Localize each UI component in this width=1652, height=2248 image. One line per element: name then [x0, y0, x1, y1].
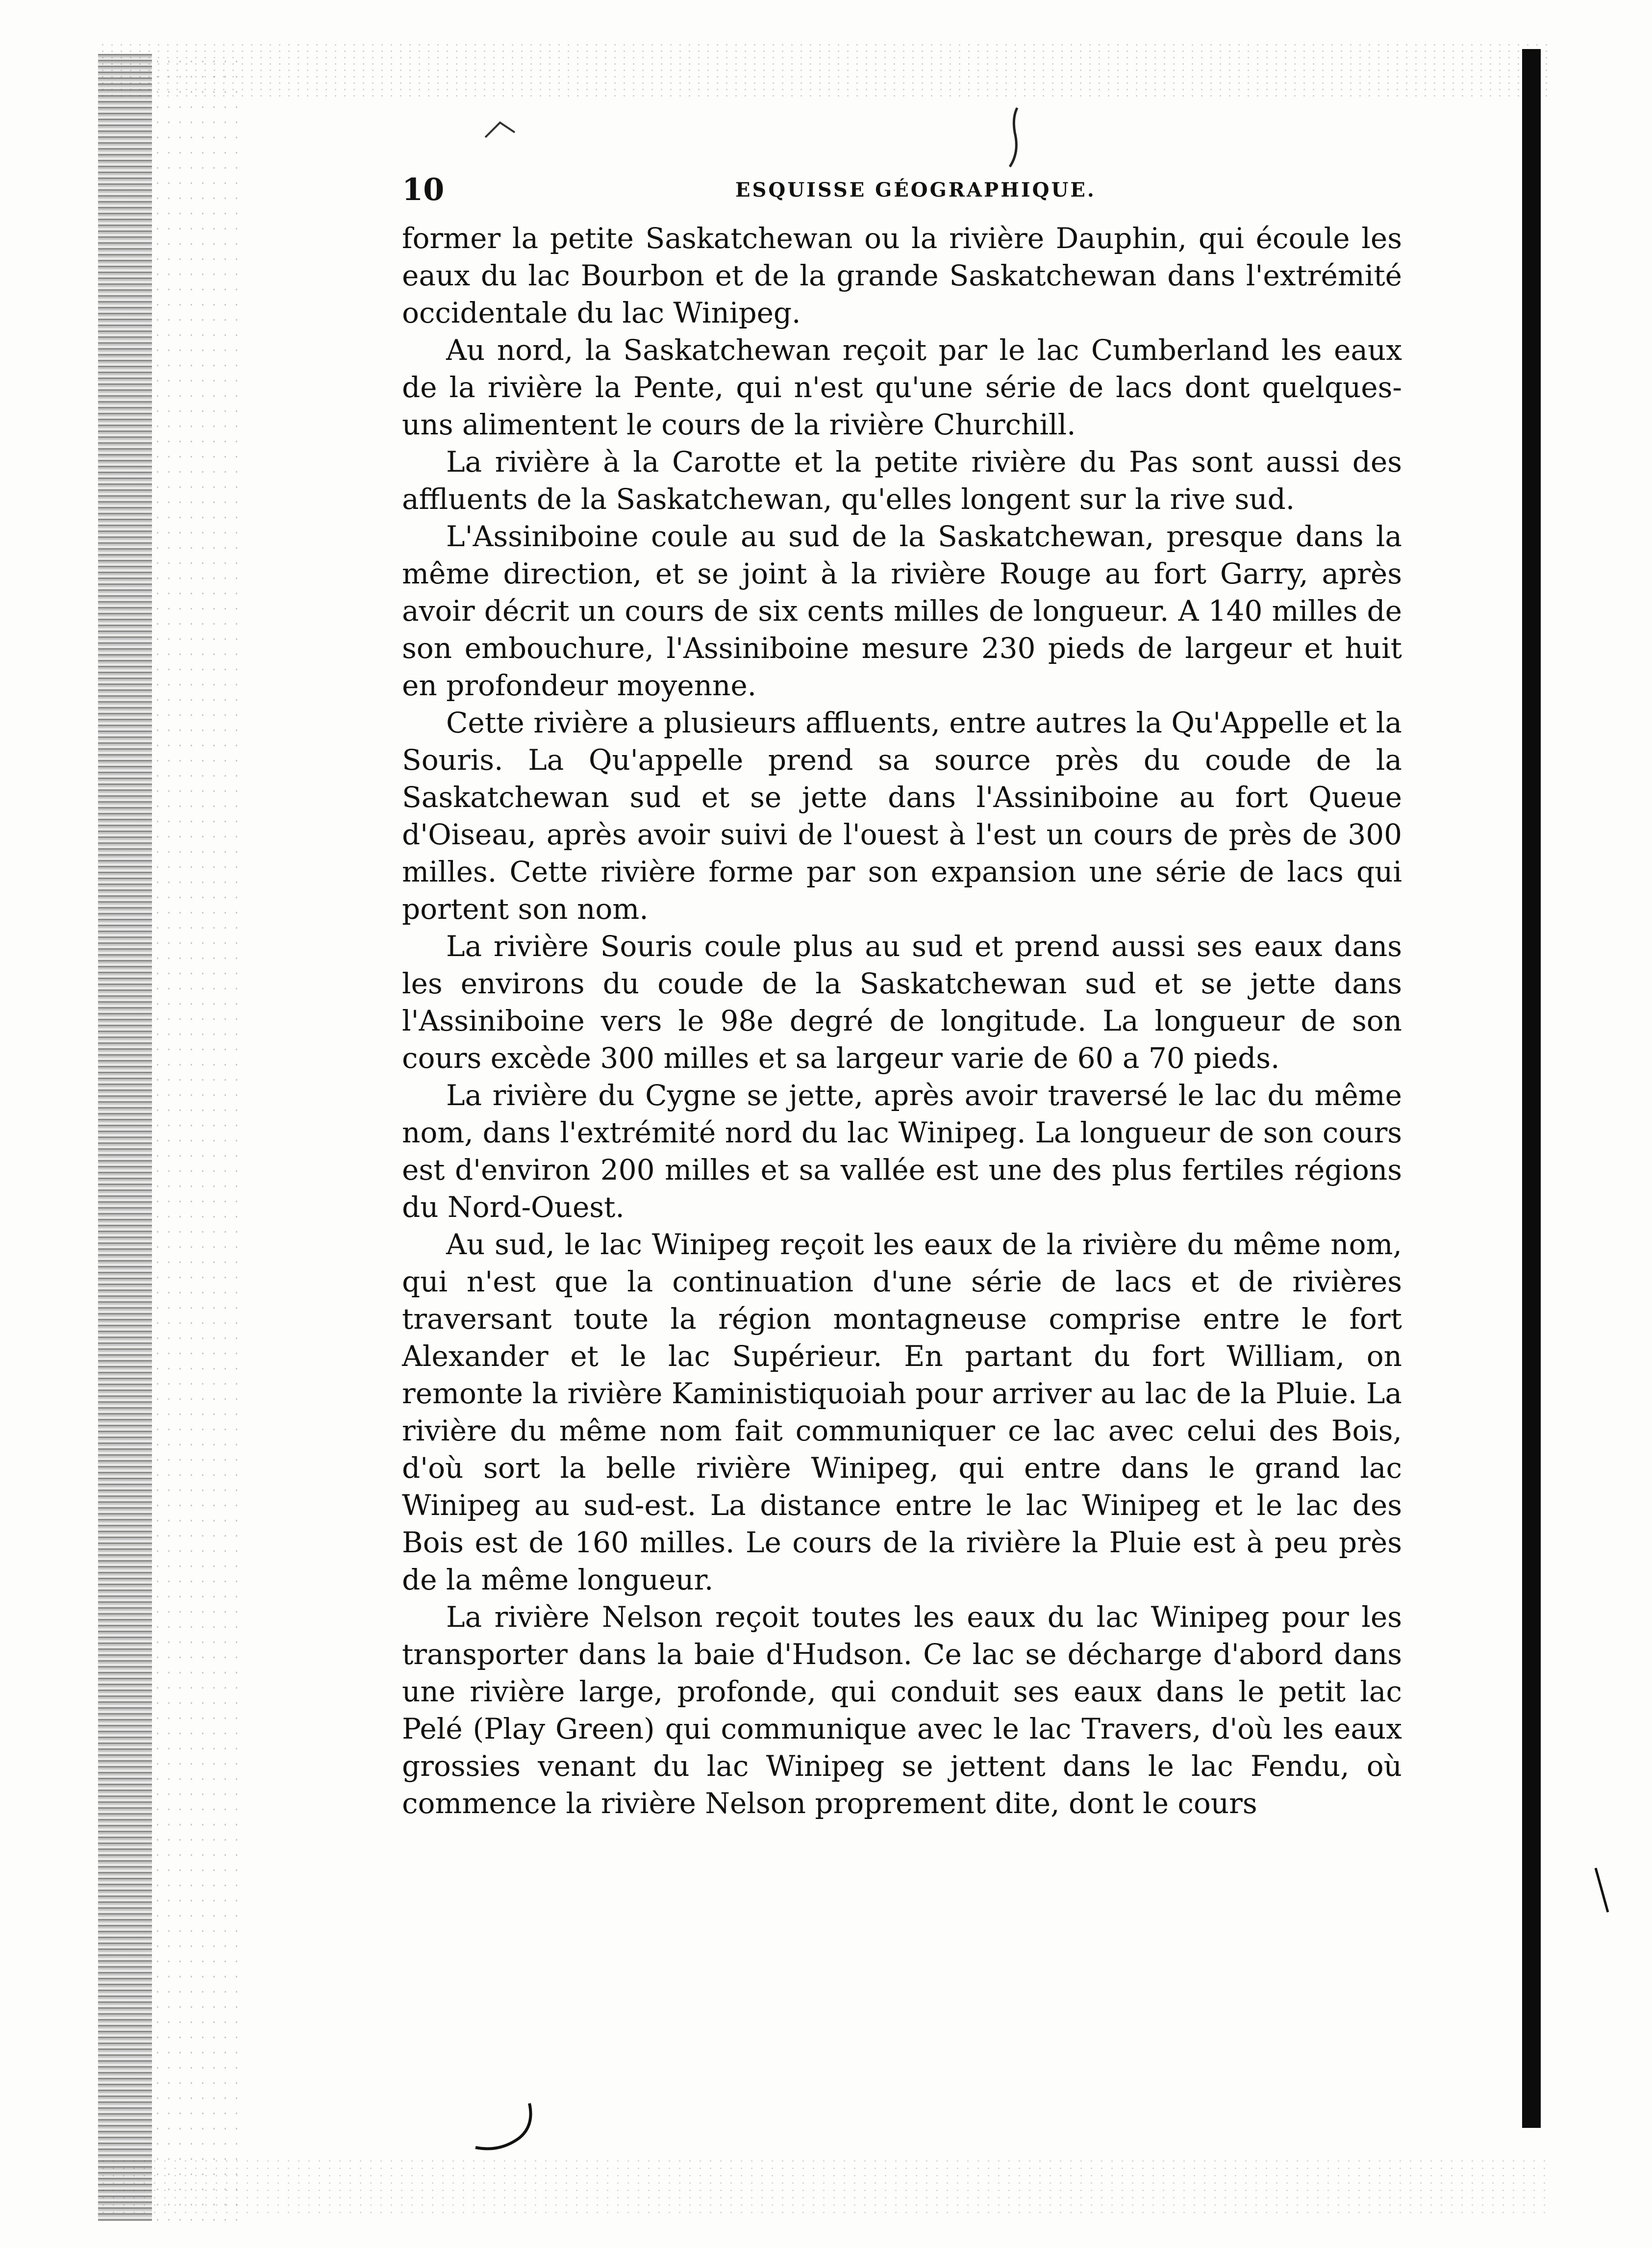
paragraph: La rivière Souris coule plus au sud et prend aussi ses eaux dans les environs du coude de la Saskatchewan sud et se jette dans l'Assiniboine vers le 98e degré de longitude. La longueur de son cours excède 300 milles et sa largeur varie de 60 a 70 pieds. [402, 930, 1402, 1075]
margin-mark-right [1593, 1863, 1613, 1922]
scan-noise-left [152, 54, 240, 2221]
pencil-mark-bottom [471, 2089, 569, 2157]
pencil-mark-top [480, 78, 1069, 177]
body-text [402, 220, 1402, 1822]
page-header [402, 172, 1441, 211]
margin-bar-right [1522, 49, 1541, 2128]
paragraph: former la petite Saskatchewan ou la rivière Dauphin, qui écoule les eaux du lac Bourbon et de la grande Saskatchewan dans l'extrémité occidentale du lac Winipeg. [402, 222, 1402, 329]
page-number: 10 [402, 172, 445, 207]
paragraph: La rivière à la Carotte et la petite rivière du Pas sont aussi des affluents de la Saskatchewan, qu'elles longent sur la rive sud. [402, 445, 1402, 516]
scan-noise-bottom [98, 2157, 1554, 2216]
paragraph: L'Assiniboine coule au sud de la Saskatchewan, presque dans la même direction, et se joint à la rivière Rouge au fort Garry, après avoir décrit un cours de six cents milles de longueur. A 140 milles de son embouchure, l'Assiniboine mesure 230 pieds de largeur et huit en profondeur moyenne. [402, 520, 1402, 702]
paragraph: Au sud, le lac Winipeg reçoit les eaux de la rivière du même nom, qui n'est que la continuation d'une série de lacs et de rivières traversant toute la région montagneuse comprise entre le fort Alexander et le lac Supérieur. En partant du fort William, on remonte la rivière Kaministiquoiah pour arriver au lac de la Pluie. La rivière du même nom fait communiquer ce lac avec celui des Bois, d'où sort la belle rivière Winipeg, qui entre dans le grand lac Winipeg au sud-est. La distance entre le lac Winipeg et le lac des Bois est de 160 milles. Le cours de la rivière la Pluie est à peu près de la même longueur. [402, 1228, 1402, 1596]
paragraph: La rivière du Cygne se jette, après avoir traversé le lac du même nom, dans l'extrémité nord du lac Winipeg. La longueur de son cours est d'environ 200 milles et sa vallée est une des plus fertiles régions du Nord-Ouest. [402, 1079, 1402, 1224]
binding-shadow-left [98, 54, 152, 2221]
paragraph: Au nord, la Saskatchewan reçoit par le lac Cumberland les eaux de la rivière la Pente, qui n'est qu'une série de lacs dont quelques-uns alimentent le cours de la rivière Churchill. [402, 333, 1402, 441]
running-title: ESQUISSE GÉOGRAPHIQUE. [735, 178, 1096, 202]
paragraph: Cette rivière a plusieurs affluents, entre autres la Qu'Appelle et la Souris. La Qu'appelle prend sa source près du coude de la Saskatchewan sud et se jette dans l'Assiniboine au fort Queue d'Oiseau, après avoir suivi de l'ouest à l'est un cours de près de 300 milles. Cette rivière forme par son expansion une série de lacs qui portent son nom. [402, 706, 1402, 926]
paragraph: La rivière Nelson reçoit toutes les eaux du lac Winipeg pour les transporter dans la baie d'Hudson. Ce lac se décharge d'abord dans une rivière large, profonde, qui conduit ses eaux dans le petit lac Pelé (Play Green) qui communique avec le lac Travers, d'où les eaux grossies venant du lac Winipeg se jettent dans le lac Fendu, où commence la rivière Nelson proprement dite, dont le cours [402, 1600, 1402, 1820]
